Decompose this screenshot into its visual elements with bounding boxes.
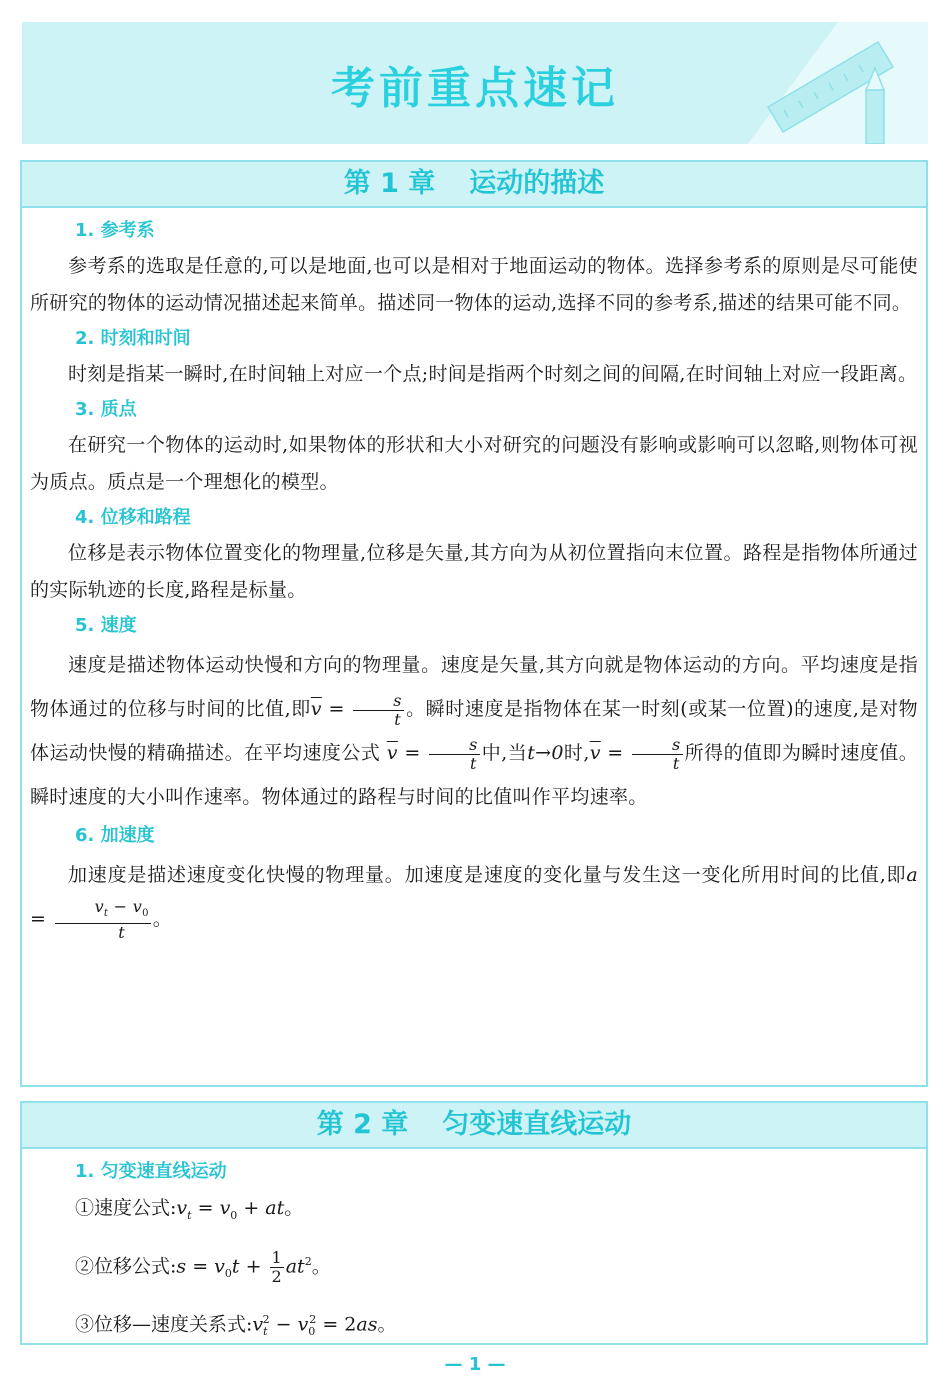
text-run: ②位移公式: (75, 1255, 177, 1278)
chapter-2-name: 匀变速直线运动 (442, 1109, 632, 1140)
item-text: 参考系的选取是任意的,可以是地面,也可以是相对于地面运动的物体。选择参考系的原则是尽可能使所研究的物体的运动情况描述起来简单。描述同一物体的运动,选择不同的参考系,描述的结果可能不同。 (30, 255, 918, 314)
text-run: 。 (377, 1313, 397, 1336)
formula-avg-velocity: $\overline{v}$ (386, 742, 398, 764)
chapter-1-heading (22, 162, 926, 208)
formula-line-displacement: ②位移公式:s = $v_0t$ + $\frac{1}{2}$ $at^2$。 (75, 1247, 331, 1286)
text-run: ①速度公式: (75, 1197, 177, 1219)
fraction-one-half: $\frac{1}{2}$ (271, 1247, 282, 1286)
formula-line-relation: ③位移—速度关系式$:v_t^2 - v_0^2 = 2as$。 (75, 1312, 397, 1339)
chapter-1-name: 运动的描述 (469, 168, 605, 199)
item-title: 2. 时刻和时间 (75, 328, 191, 349)
fraction-s-over-t: $\frac{s}{t}$ (353, 692, 404, 729)
text-run: 。 (284, 1197, 304, 1219)
chapter-1-section (20, 160, 928, 1087)
acceleration-text: 加速度是描述速度变化快慢的物理量。加速度是速度的变化量与发生这一变化所用时间的比值,即a = $\frac{v_t - v_0}{t}$ 。 (30, 864, 918, 943)
text-run: 。瞬时速度是指物体在某一时刻(或某一位置)的速度,是对物体运动快慢的精确描述。在平均速度公式 (30, 698, 918, 764)
item-text: 位移是表示物体位置变化的物理量,位移是矢量,其方向为从初位置指向末位置。路程是指物体所通过的实际轨迹的长度,路程是标量。 (30, 542, 918, 601)
item-title: 1. 参考系 (75, 220, 155, 241)
page-number: — 1 — (444, 1354, 506, 1375)
item-title: 6. 加速度 (75, 825, 155, 846)
fraction-s-over-t: $\frac{s}{t}$ (429, 736, 480, 773)
item-text: 在研究一个物体的运动时,如果物体的形状和大小对研究的问题没有影响或影响可以忽略,则物体可视为质点。质点是一个理想化的模型。 (30, 434, 918, 493)
chapter-2-number: 第 2 章 (316, 1109, 409, 1140)
ruler-pencil-illustration (688, 22, 928, 144)
fraction-s-over-t: $\frac{s}{t}$ (632, 736, 683, 773)
item-title: 3. 质点 (75, 399, 137, 420)
text-run: ③位移—速度关系式: (75, 1313, 253, 1336)
formula-avg-velocity: $\overline{v}$ (310, 698, 322, 720)
item-title: 4. 位移和路程 (75, 507, 191, 528)
fraction-acceleration: $\frac{v_t - v_0}{t}$ (55, 898, 151, 942)
text-run: 。 (311, 1255, 331, 1278)
banner-title: 考前重点速记 (331, 63, 619, 114)
text-run: 所得的值即为瞬时速度值。瞬时速度的大小叫作速率。物体通过的路程与时间的比值叫作平均速率。 (30, 742, 919, 808)
item-text: 时刻是指某一瞬时,在时间轴上对应一个点;时间是指两个时刻之间的间隔,在时间轴上对应一段距离。 (68, 363, 918, 385)
t-to-zero: t→0 (527, 742, 564, 764)
chapter-2-heading (22, 1103, 926, 1149)
chapter-1-number: 第 1 章 (343, 168, 436, 199)
text-run: 中,当 (481, 742, 528, 764)
text-run: 速度是描述物体运动快慢和方向的物理量。速度是矢量,其方向就是物体运动的方向。平均速度是指物体通过的位移与时间的比值,即 (30, 654, 918, 720)
chapter-2-section (20, 1101, 928, 1345)
text-run: 。 (152, 908, 173, 930)
title-banner (22, 22, 928, 144)
item-title: 1. 匀变速直线运动 (75, 1161, 227, 1182)
formula-avg-velocity: $\overline{v}$ (589, 742, 601, 764)
text-run: 时, (563, 742, 590, 764)
formula-line-velocity: ①速度公式$:v_t = v_0$ + at。 (75, 1197, 304, 1222)
text-run: 加速度是描述速度变化快慢的物理量。加速度是速度的变化量与发生这一变化所用时间的比值,即 (68, 864, 907, 886)
velocity-text: 速度是描述物体运动快慢和方向的物理量。速度是矢量,其方向就是物体运动的方向。平均速度是指物体通过的位移与时间的比值,即$\overline{v}$ = $\frac{s}{t}$ 。瞬时速度是指物体在某一时刻(或某一位置)的速度,是对物体运动快慢的精确描述。在平均速度公式 $\overline{v}$ = $\frac{s}{t}$ 中,当t→0时$,\overline{v}$ = $\frac{s}{t}$ 所得的值即为瞬时速度值。瞬时速度的大小叫作速率。物体通过的路程与时间的比值叫作平均速率。 (30, 654, 919, 808)
item-title: 5. 速度 (75, 615, 137, 636)
